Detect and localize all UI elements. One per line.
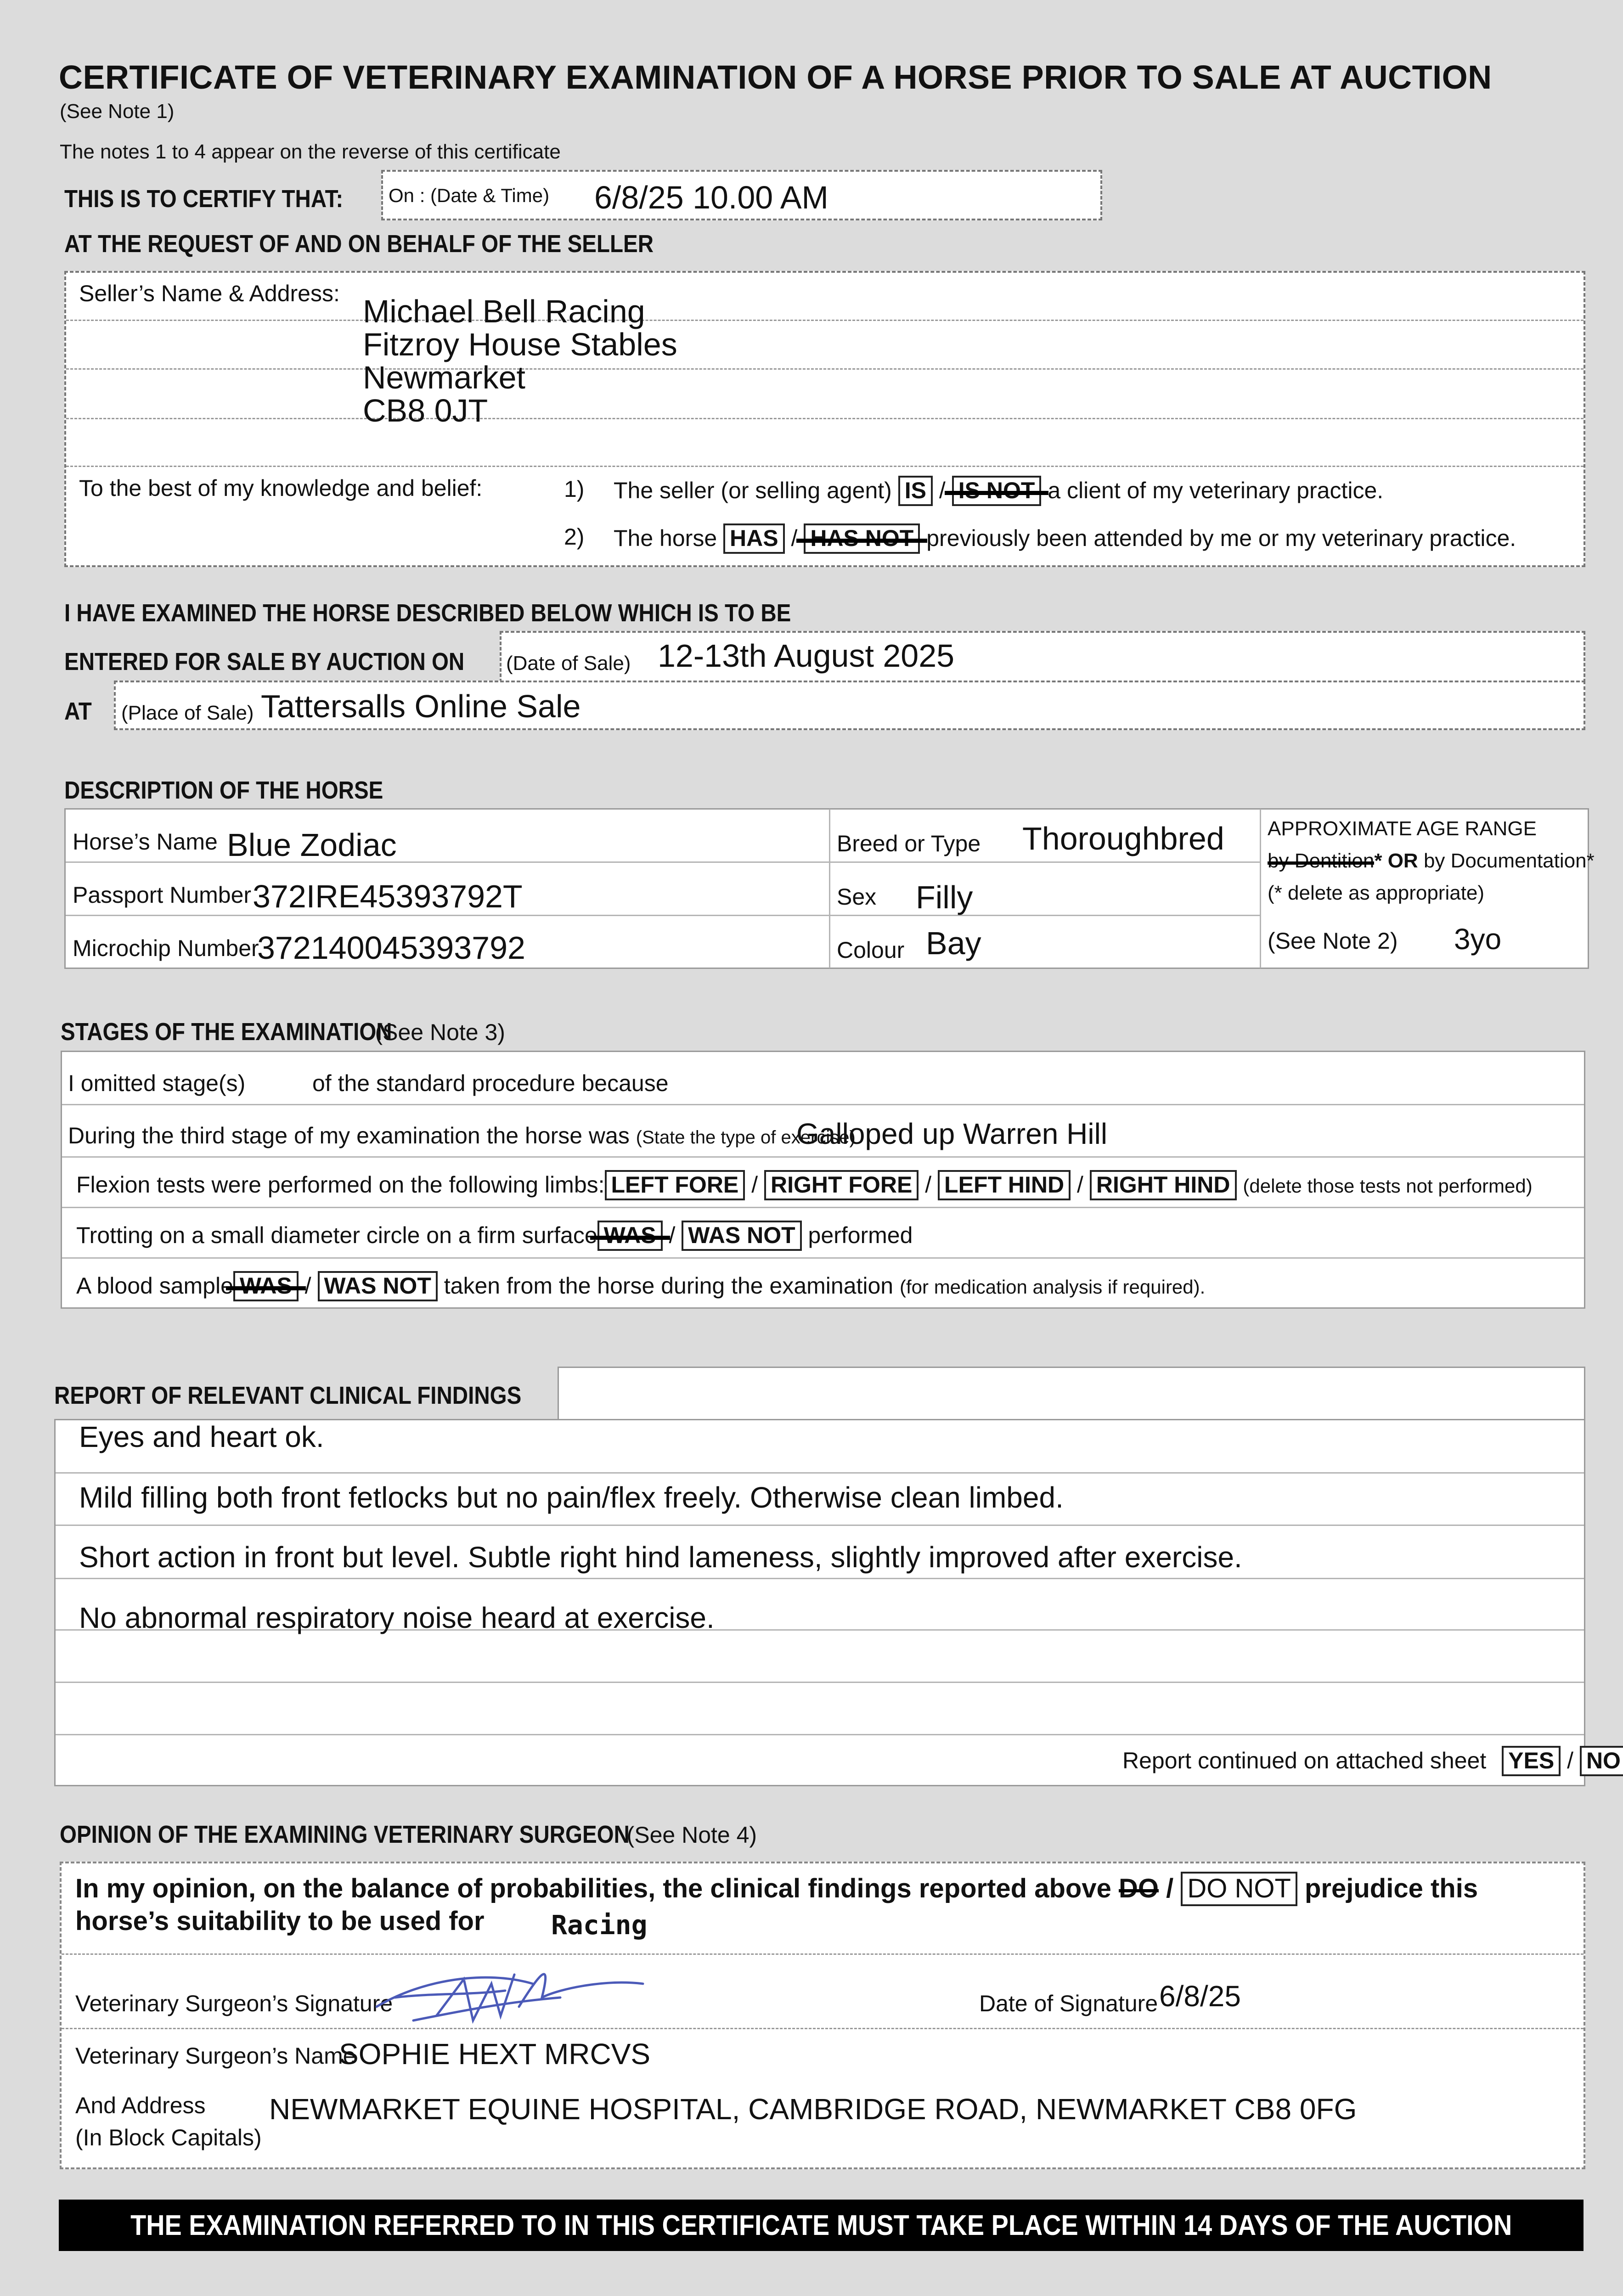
slash: /	[791, 525, 798, 551]
passport-value: 372IRE45393792T	[253, 878, 523, 914]
opinion-use-value: Racing	[551, 1909, 648, 1941]
item1-line	[614, 476, 1383, 506]
address-label-caps: (In Block Capitals)	[75, 2125, 262, 2150]
date-of-sale-field[interactable]	[500, 631, 1585, 682]
trot-was-option[interactable]: WAS	[597, 1221, 663, 1251]
footer-banner-text: THE EXAMINATION REFERRED TO IN THIS CERTIFICATE MUST TAKE PLACE WITHIN 14 DAYS OF THE AUCTION	[130, 2209, 1512, 2241]
item2-pre: The horse	[614, 525, 717, 551]
date-of-sale-label: (Date of Sale)	[506, 652, 631, 675]
opinion-do-option[interactable]: DO	[1118, 1874, 1159, 1903]
opinion-heading-line	[60, 1820, 757, 1849]
flexion-line	[76, 1170, 1533, 1200]
age-or: * OR	[1374, 850, 1418, 872]
blood-was-option[interactable]: WAS	[233, 1271, 299, 1301]
third-stage-value: Galloped up Warren Hill	[796, 1117, 1108, 1150]
flexion-label: Flexion tests were performed on the following limbs:	[76, 1172, 605, 1198]
item2-number: 2)	[564, 524, 585, 550]
date-time-label: On : (Date & Time)	[389, 185, 550, 206]
client-is-not-option[interactable]: IS NOT	[952, 476, 1042, 506]
finding-line-3: Short action in front but level. Subtle right hind lameness, slightly improved after exercise.	[79, 1541, 1242, 1574]
place-of-sale-field[interactable]	[114, 681, 1585, 730]
stages-heading: STAGES OF THE EXAMINATION	[61, 1018, 392, 1046]
attended-has-option[interactable]: HAS	[723, 523, 785, 554]
blood-hint: (for medication analysis if required).	[900, 1276, 1206, 1298]
flexion-left-hind[interactable]: LEFT HIND	[938, 1170, 1071, 1200]
item1-number: 1)	[564, 476, 585, 502]
continued-label: Report continued on attached sheet	[1122, 1748, 1487, 1773]
age-see-note: (See Note 2)	[1268, 928, 1398, 954]
third-stage-label: During the third stage of my examination the horse was	[68, 1123, 630, 1148]
horse-name-value: Blue Zodiac	[227, 827, 397, 863]
flexion-right-hind[interactable]: RIGHT HIND	[1090, 1170, 1237, 1200]
sex-label: Sex	[837, 884, 877, 910]
request-label: AT THE REQUEST OF AND ON BEHALF OF THE SELLER	[64, 230, 654, 258]
sex-value: Filly	[916, 879, 973, 915]
age-by-dentition[interactable]: by Dentition	[1268, 850, 1375, 872]
certify-label: THIS IS TO CERTIFY THAT:	[64, 185, 344, 213]
opinion-text-post: prejudice this	[1305, 1874, 1478, 1903]
flexion-hint: (delete those tests not performed)	[1243, 1175, 1533, 1197]
opinion-text-line2: horse’s suitability to be used for	[75, 1906, 485, 1936]
omitted-pre: I omitted stage(s)	[68, 1070, 246, 1096]
colour-value: Bay	[926, 925, 981, 961]
breed-value: Thoroughbred	[1022, 821, 1224, 856]
notes-line: The notes 1 to 4 appear on the reverse of this certificate	[60, 141, 561, 163]
trot-label: Trotting on a small diameter circle on a firm surface	[76, 1222, 597, 1248]
seller-address	[363, 295, 677, 427]
age-by-documentation[interactable]: by Documentation*	[1423, 850, 1595, 872]
blood-line	[76, 1271, 1205, 1301]
place-of-sale-value: Tattersalls Online Sale	[261, 688, 581, 724]
slash: /	[925, 1172, 932, 1198]
third-stage-line	[68, 1122, 856, 1149]
breed-label: Breed or Type	[837, 831, 981, 856]
third-stage-hint: (State the type of exercise)	[636, 1127, 856, 1148]
item2-line	[614, 523, 1516, 554]
signature-label: Veterinary Surgeon’s Signature	[75, 1991, 393, 2016]
date-of-signature-label: Date of Signature	[979, 1991, 1158, 2016]
seller-label: Seller’s Name & Address:	[79, 281, 340, 306]
age-value: 3yo	[1454, 923, 1502, 956]
passport-label: Passport Number	[73, 882, 252, 908]
continued-yes-option[interactable]: YES	[1502, 1746, 1561, 1776]
slash: /	[1567, 1748, 1574, 1773]
belief-label: To the best of my knowledge and belief:	[79, 475, 483, 501]
trot-was-not-option[interactable]: WAS NOT	[682, 1221, 801, 1251]
address-label: And Address	[75, 2093, 206, 2118]
stages-heading-line	[61, 1018, 505, 1046]
continued-no-option[interactable]: NO	[1580, 1746, 1623, 1776]
horse-name-label: Horse’s Name	[73, 829, 218, 855]
blood-post: taken from the horse during the examination	[444, 1273, 894, 1299]
opinion-heading: OPINION OF THE EXAMINING VETERINARY SURGEON	[60, 1821, 630, 1848]
date-of-sale-value: 12-13th August 2025	[658, 638, 955, 674]
seller-address-line-2: Newmarket	[363, 360, 525, 395]
client-is-option[interactable]: IS	[898, 476, 933, 506]
blood-was-not-option[interactable]: WAS NOT	[318, 1271, 438, 1301]
findings-heading-box	[558, 1367, 1585, 1421]
trot-line	[76, 1221, 913, 1251]
vet-name-value: SOPHIE HEXT MRCVS	[339, 2037, 651, 2071]
opinion-text-pre: In my opinion, on the balance of probabilities, the clinical findings reported above	[75, 1874, 1111, 1903]
stages-see-note: (See Note 3)	[375, 1019, 505, 1045]
findings-heading: REPORT OF RELEVANT CLINICAL FINDINGS	[54, 1382, 522, 1409]
finding-line-4: No abnormal respiratory noise heard at exercise.	[79, 1601, 715, 1634]
age-method	[1268, 850, 1595, 872]
seller-address-line-3: CB8 0JT	[363, 393, 488, 428]
flexion-right-fore[interactable]: RIGHT FORE	[764, 1170, 919, 1200]
date-time-field[interactable]	[381, 170, 1102, 220]
slash: /	[669, 1222, 676, 1248]
finding-line-1: Eyes and heart ok.	[79, 1420, 324, 1453]
place-of-sale-label: (Place of Sale)	[121, 702, 254, 724]
finding-line-2: Mild filling both front fetlocks but no pain/flex freely. Otherwise clean limbed.	[79, 1481, 1064, 1514]
vet-signature	[367, 1952, 652, 2030]
attended-has-not-option[interactable]: HAS NOT	[804, 523, 920, 554]
colour-label: Colour	[837, 937, 905, 963]
age-delete-note: (* delete as appropriate)	[1268, 882, 1485, 904]
opinion-statement	[75, 1872, 1478, 1906]
omitted-post: of the standard procedure because	[312, 1070, 669, 1096]
item1-pre: The seller (or selling agent)	[614, 478, 892, 503]
opinion-see-note: (See Note 4)	[626, 1822, 757, 1848]
opinion-do-not-option[interactable]: DO NOT	[1181, 1872, 1297, 1906]
trot-post: performed	[808, 1222, 913, 1248]
item1-post: a client of my veterinary practice.	[1048, 478, 1384, 503]
seller-address-line-1: Fitzroy House Stables	[363, 326, 677, 362]
at-label: AT	[64, 698, 92, 725]
footer-banner	[59, 2200, 1584, 2251]
slash: /	[304, 1273, 311, 1299]
title-see-note: (See Note 1)	[60, 100, 175, 123]
entered-label: ENTERED FOR SALE BY AUCTION ON	[64, 648, 465, 675]
age-heading: APPROXIMATE AGE RANGE	[1268, 817, 1537, 840]
examined-label: I HAVE EXAMINED THE HORSE DESCRIBED BELOW WHICH IS TO BE	[64, 599, 791, 627]
date-time-value: 6/8/25 10.00 AM	[594, 180, 828, 215]
microchip-value: 372140045393792	[257, 930, 525, 966]
certificate-title: CERTIFICATE OF VETERINARY EXAMINATION OF A HORSE PRIOR TO SALE AT AUCTION	[59, 59, 1492, 96]
seller-name-line: Michael Bell Racing	[363, 293, 645, 329]
date-of-signature-value: 6/8/25	[1159, 1980, 1241, 2013]
item2-post: previously been attended by me or my veterinary practice.	[926, 525, 1516, 551]
slash: /	[1077, 1172, 1083, 1198]
blood-label: A blood sample	[76, 1273, 233, 1299]
slash: /	[1166, 1874, 1174, 1903]
microchip-label: Microchip Number	[73, 935, 259, 961]
flexion-left-fore[interactable]: LEFT FORE	[605, 1170, 745, 1200]
vet-address-value: NEWMARKET EQUINE HOSPITAL, CAMBRIDGE ROAD, NEWMARKET CB8 0FG	[269, 2093, 1357, 2126]
description-heading: DESCRIPTION OF THE HORSE	[64, 777, 383, 804]
slash: /	[939, 478, 946, 503]
continued-line	[1122, 1746, 1623, 1776]
vet-name-label: Veterinary Surgeon’s Name	[75, 2043, 356, 2069]
slash: /	[751, 1172, 758, 1198]
